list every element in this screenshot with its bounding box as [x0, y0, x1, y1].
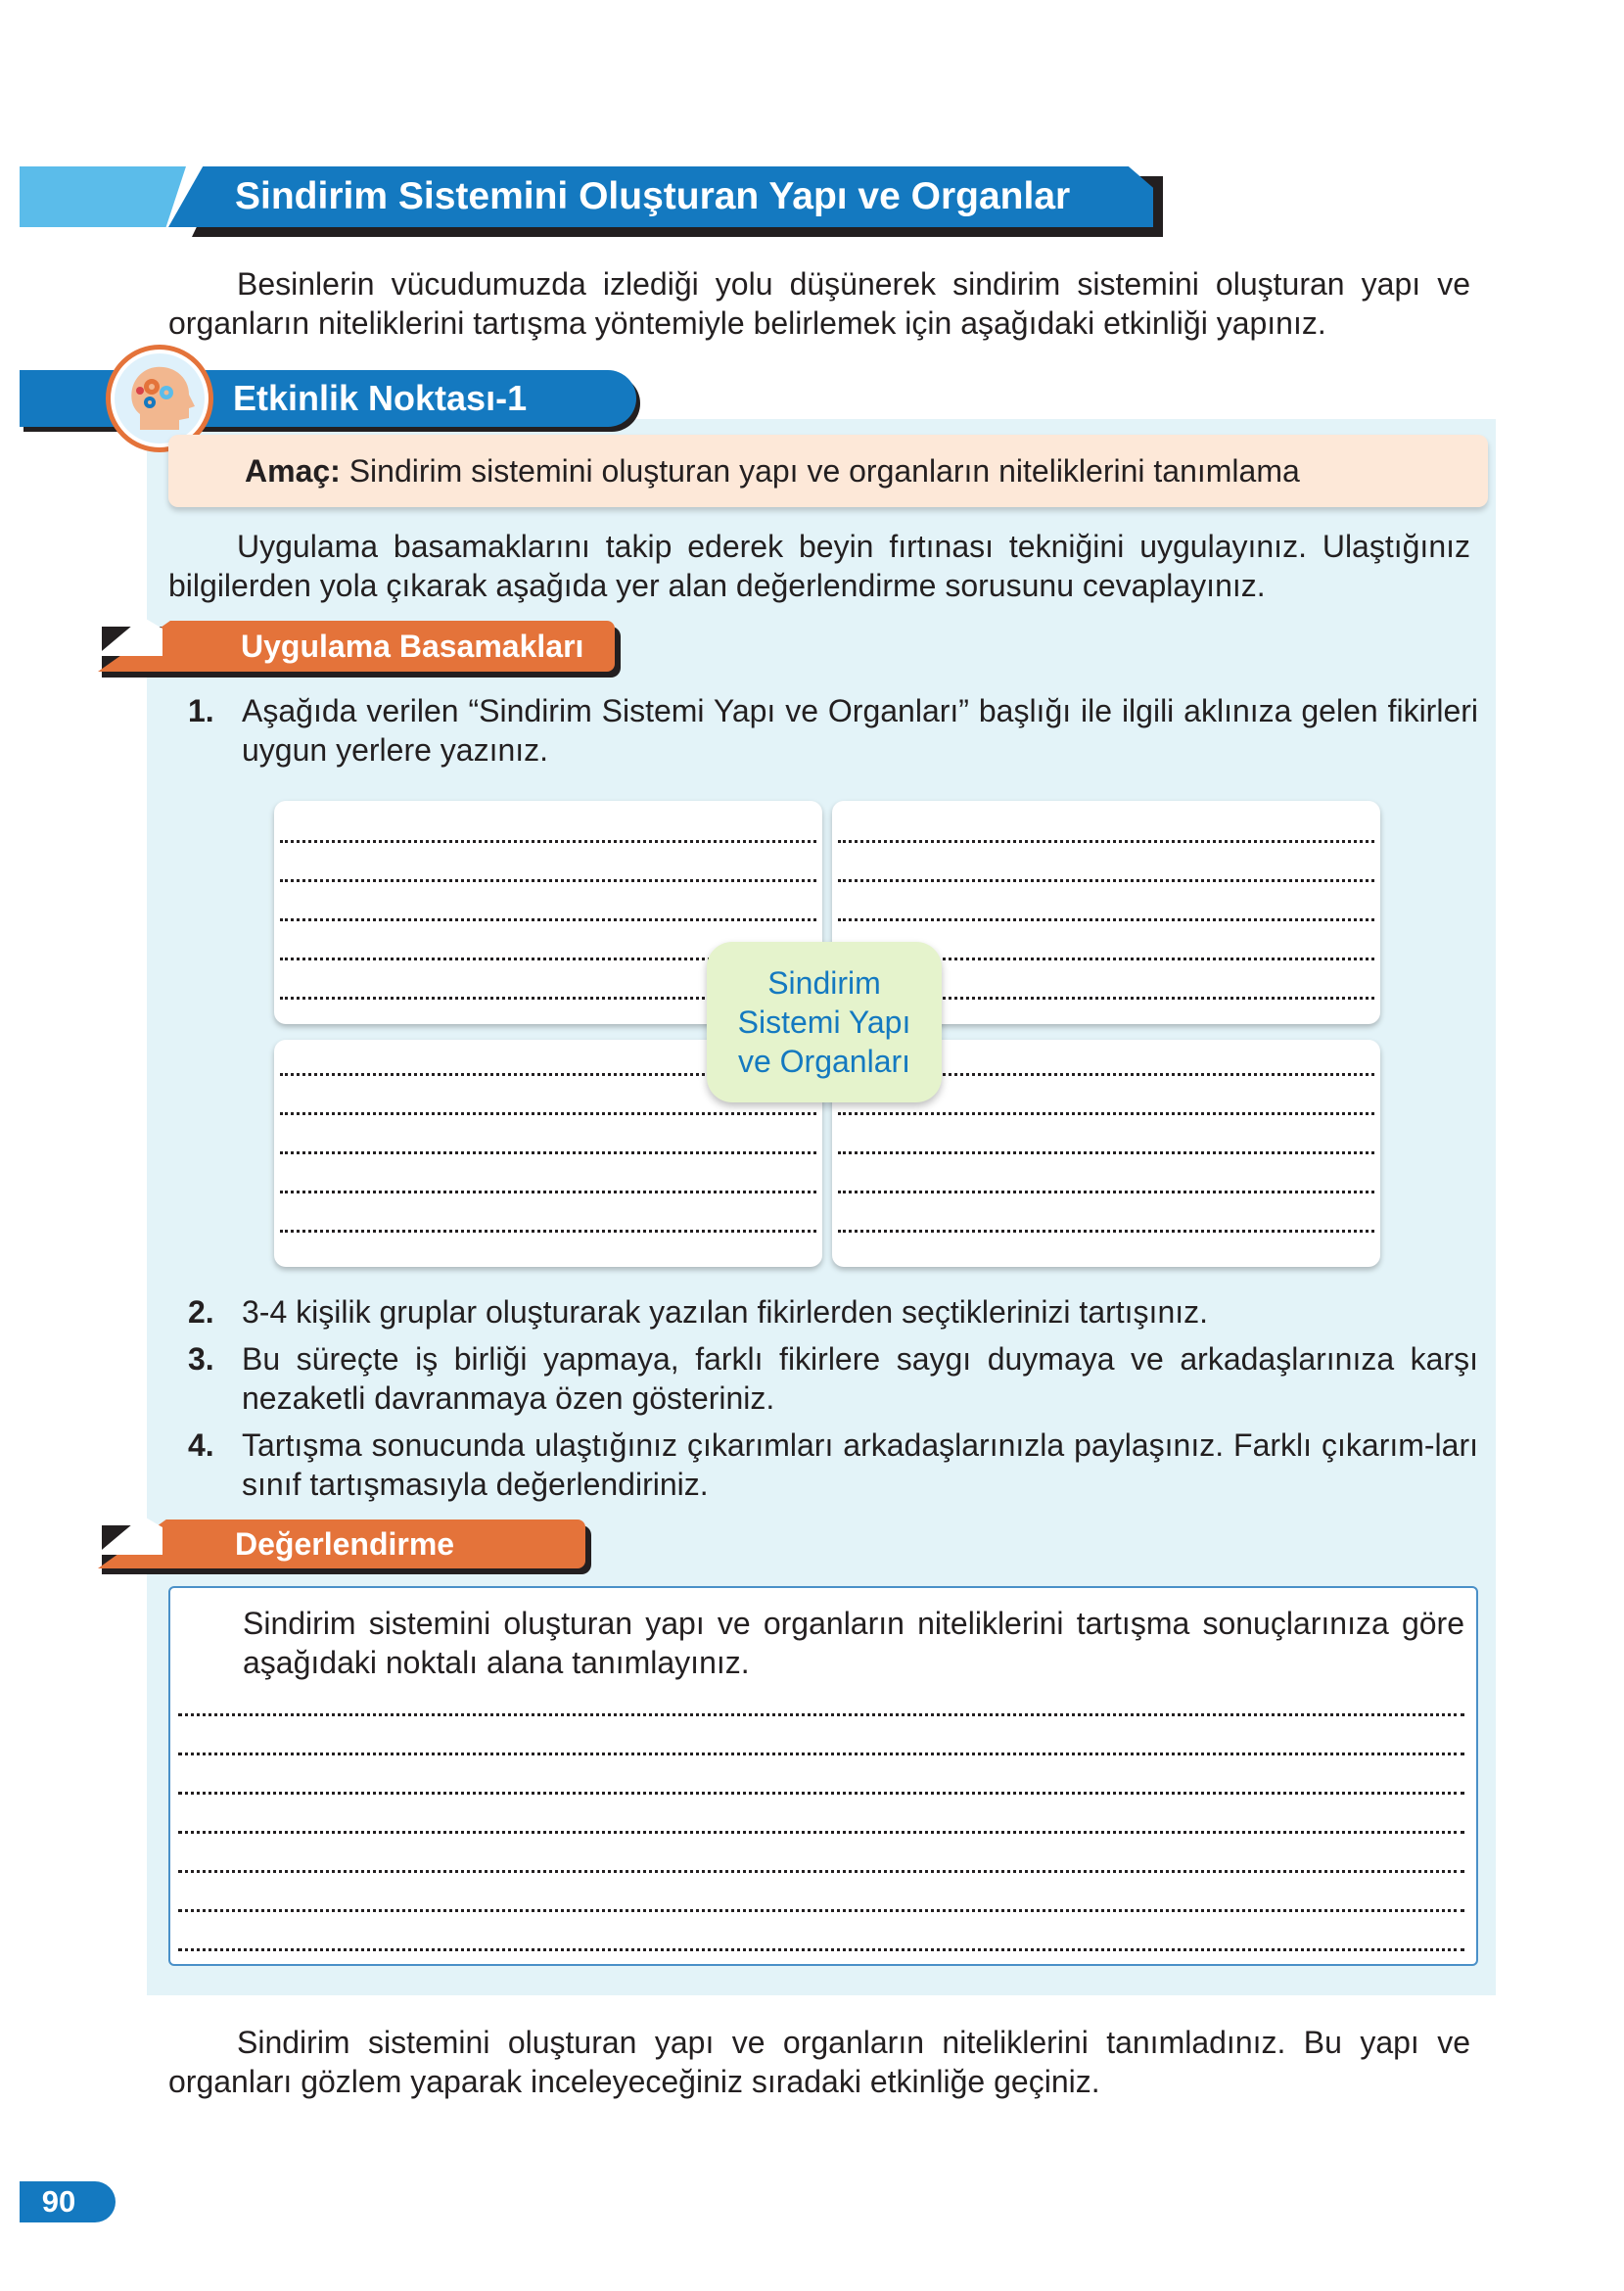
step-item	[188, 1292, 1478, 1332]
dotted-line	[280, 1112, 816, 1115]
dotted-line	[838, 1191, 1374, 1193]
dotted-line	[280, 1191, 816, 1193]
dotted-line	[280, 879, 816, 882]
step-number: 4.	[188, 1427, 214, 1463]
dotted-line	[280, 1151, 816, 1154]
section-title: Sindirim Sistemini Oluşturan Yapı ve Organlar	[235, 175, 1071, 217]
dotted-line	[838, 918, 1374, 921]
dotted-line	[280, 1230, 816, 1233]
dotted-line	[178, 1948, 1464, 1951]
dotted-line	[838, 1151, 1374, 1154]
dotted-line	[280, 918, 816, 921]
instruction-paragraph: Uygulama basamaklarını takip ederek beyin fırtınası tekniğini uygulayınız. Ulaştığınız bilgilerden yola çıkarak aşağıda yer alan değerlendirme sorusunu cevaplayınız.	[168, 529, 1470, 603]
dotted-line	[178, 1831, 1464, 1834]
aim-text: Sindirim sistemini oluşturan yapı ve organların niteliklerini tanımlama	[348, 453, 1300, 489]
step-number: 2.	[188, 1294, 214, 1330]
step-text: Bu süreçte iş birliği yapmaya, farklı fikirlere saygı duymaya ve arkadaşlarınıza karşı nezaketli davranmaya özen gösteriniz.	[242, 1341, 1478, 1416]
dotted-line	[178, 1870, 1464, 1873]
center-topic-node	[707, 942, 942, 1102]
activity-title: Etkinlik Noktası-1	[233, 378, 528, 418]
dotted-line	[178, 1713, 1464, 1716]
dotted-line	[178, 1909, 1464, 1912]
dotted-line	[838, 1112, 1374, 1115]
evaluation-question: Sindirim sistemini oluşturan yapı ve organların niteliklerini tartışma sonuçlarınıza göre aşağıdaki noktalı alana tanımlayınız.	[243, 1606, 1464, 1680]
step-item	[188, 1426, 1478, 1504]
dotted-line	[838, 840, 1374, 843]
evaluation-box[interactable]	[168, 1586, 1478, 1966]
eval-header: Değerlendirme	[235, 1526, 455, 1562]
step-text: Tartışma sonucunda ulaştığınız çıkarımları arkadaşlarınızla paylaşınız. Farklı çıkarım-ları sınıf tartışmasıyla değerlendiriniz.	[242, 1427, 1478, 1502]
step-item	[188, 691, 1478, 770]
aim-label: Amaç:	[245, 453, 341, 489]
step-text: Aşağıda verilen “Sindirim Sistemi Yapı ve Organları” başlığı ile ilgili aklınıza gelen fikirleri uygun yerlere yazınız.	[242, 693, 1478, 768]
closing-paragraph: Sindirim sistemini oluşturan yapı ve organların niteliklerini tanımladınız. Bu yapı ve organları gözlem yaparak inceleyeceğiniz sıradaki etkinliğe geçiniz.	[168, 2025, 1470, 2099]
step-number: 1.	[188, 693, 214, 728]
steps-header: Uygulama Basamakları	[241, 629, 584, 664]
aim-line	[245, 435, 1300, 507]
dotted-line	[838, 1230, 1374, 1233]
dotted-line	[178, 1792, 1464, 1795]
dotted-line	[838, 879, 1374, 882]
step-item	[188, 1339, 1478, 1418]
dotted-line	[280, 840, 816, 843]
dotted-line	[178, 1753, 1464, 1755]
intro-paragraph: Besinlerin vücudumuzda izlediği yolu düşünerek sindirim sistemini oluşturan yapı ve organların niteliklerini tartışma yöntemiyle belirlemek için aşağıdaki etkinliği yapınız.	[168, 266, 1470, 341]
center-topic-text: Sindirim Sistemi Yapı ve Organları	[737, 965, 911, 1079]
step-number: 3.	[188, 1341, 214, 1377]
page-number: 90	[41, 2184, 76, 2219]
title-bar-accent	[20, 166, 186, 227]
step-text: 3-4 kişilik gruplar oluşturarak yazılan fikirlerden seçtiklerinizi tartışınız.	[242, 1294, 1209, 1330]
